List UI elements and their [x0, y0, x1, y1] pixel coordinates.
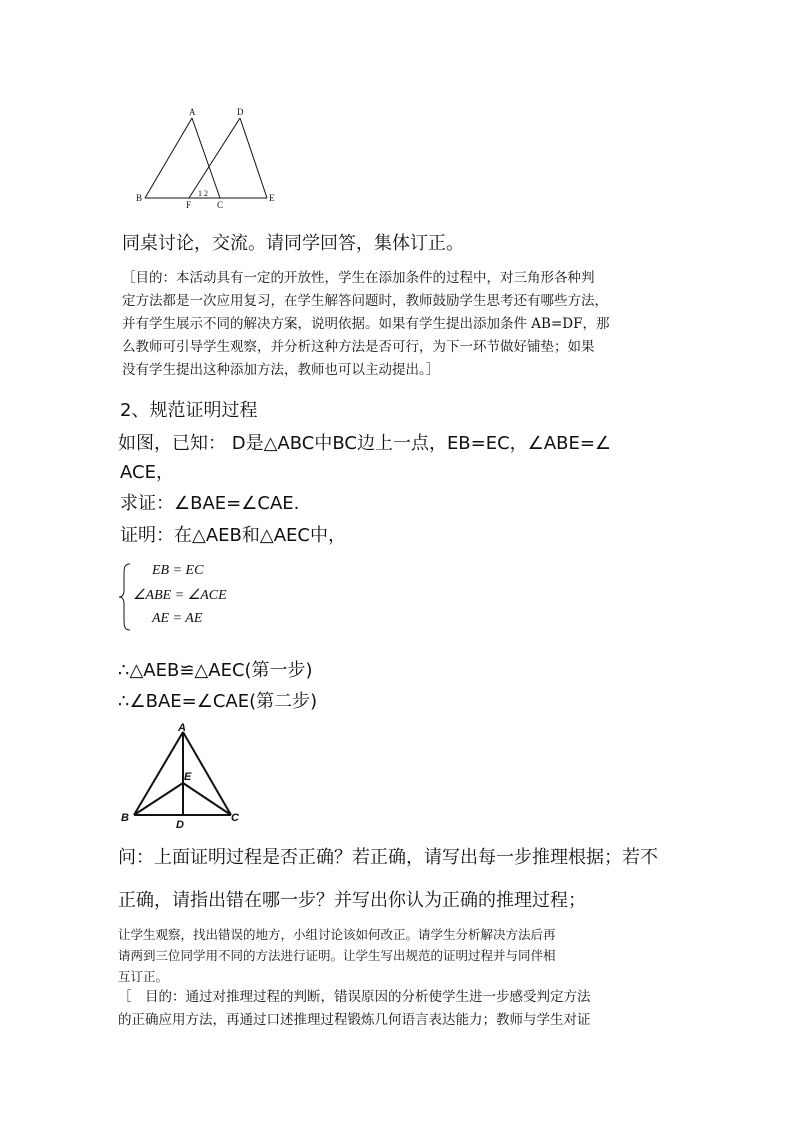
left-brace	[118, 562, 132, 632]
side-AB	[145, 118, 192, 198]
prove-statement: 求证：∠BAE=∠CAE.	[120, 493, 300, 514]
proof-intro: 证明：在△AEB和△AEC中，	[120, 525, 346, 546]
proof-step-1: ∴△AEB≌△AEC(第一步)	[118, 660, 313, 681]
label-C: C	[217, 200, 224, 210]
label-E: E	[269, 193, 275, 203]
purpose-note-1	[122, 267, 682, 382]
activity-paragraph	[118, 924, 688, 987]
question-line-1: 问：上面证明过程是否正确？若正确，请写出每一步推理根据；若不	[118, 847, 658, 868]
discussion-paragraph: 同桌讨论，交流。请同学回答，集体订正。	[122, 233, 464, 254]
activity-line: 互订正。	[118, 969, 169, 984]
purpose-line: 定方法都是一次应用复习，在学生解答问题时，教师鼓励学生思考还有哪些方法，	[122, 293, 608, 309]
figure-triangle-abc	[118, 720, 248, 830]
label-D: D	[176, 819, 184, 830]
equation-2: ∠ABE = ∠ACE	[133, 588, 227, 603]
question-line-2: 正确，请指出错在哪一步？并写出你认为正确的推理过程；	[118, 890, 586, 911]
problem-statement-line-1: 如图，已知： D是△ABC中BC边上一点，EB=EC，∠ABE=∠	[118, 433, 612, 454]
figure-overlapping-triangles	[130, 105, 290, 210]
purpose-line: ［ 目的：通过对推理过程的判断，错误原因的分析使学生进一步感受判定方法	[118, 989, 591, 1005]
purpose-line: 没有学生提出这种添加方法，教师也可以主动提出。］	[122, 362, 440, 378]
label-angle-1: 1	[198, 189, 202, 198]
side-AB	[134, 732, 183, 815]
proof-step-2: ∴∠BAE=∠CAE(第二步)	[118, 691, 318, 712]
purpose-line: ［目的：本活动具有一定的开放性，学生在添加条件的过程中，对三角形各种判	[122, 270, 595, 286]
purpose-line: 的正确应用方法，再通过口述推理过程锻炼几何语言表达能力；教师与学生对证	[118, 1012, 591, 1028]
label-F: F	[186, 200, 192, 210]
label-C: C	[231, 812, 239, 824]
label-A: A	[178, 722, 186, 734]
purpose-line: 么教师可引导学生观察，并分析这种方法是否可行，为下一环节做好铺垫；如果	[122, 339, 595, 355]
label-E: E	[184, 771, 192, 783]
problem-statement-line-2: ACE，	[120, 462, 174, 483]
section-heading: 2、规范证明过程	[120, 400, 258, 421]
segment-BE	[134, 783, 183, 815]
equation-1: EB = EC	[152, 563, 204, 578]
purpose-note-2	[118, 986, 688, 1032]
equation-3: AE = AE	[152, 611, 203, 626]
activity-line: 让学生观察，找出错误的地方，小组讨论该如何改正。请学生分析解决方法后再	[118, 927, 556, 942]
label-B: B	[121, 812, 129, 824]
segment-CE	[183, 783, 231, 815]
label-D: D	[237, 107, 244, 117]
side-DE	[240, 118, 267, 198]
label-angle-2: 2	[204, 189, 208, 198]
activity-line: 请两到三位同学用不同的方法进行证明。让学生写出规范的证明过程并与同伴相	[118, 948, 556, 963]
label-A: A	[189, 107, 196, 117]
label-B: B	[136, 193, 143, 203]
purpose-line: 并有学生展示不同的解决方案，说明依据。如果有学生提出添加条件 AB=DF，那	[122, 316, 610, 332]
